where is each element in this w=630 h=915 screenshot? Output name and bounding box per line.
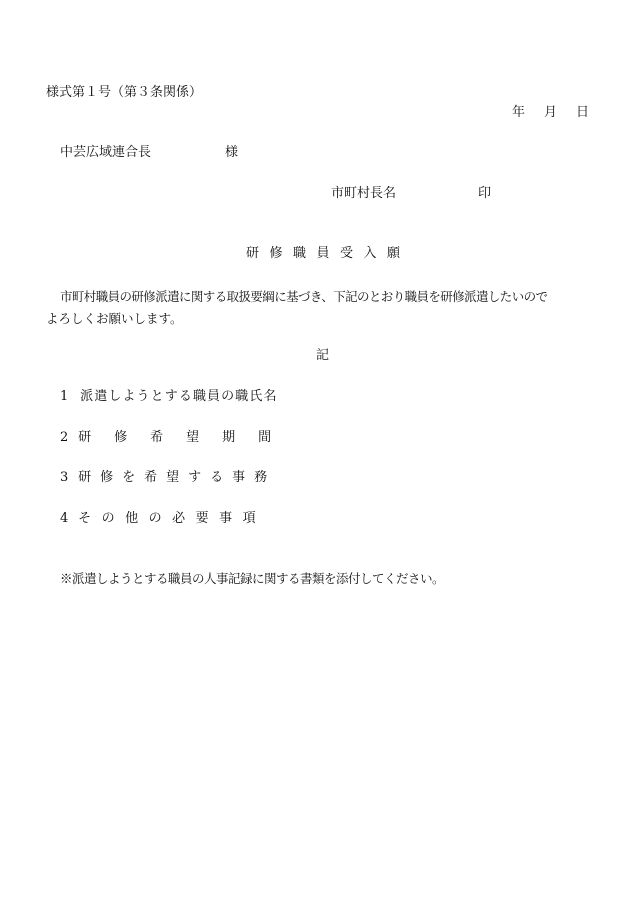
document-title: 研修職員受入願	[246, 246, 411, 261]
sender-seal: 印	[478, 186, 492, 201]
body-line-1: 市町村職員の研修派遣に関する取扱要綱に基づき、下記のとおり職員を研修派遣したいので	[60, 289, 548, 304]
list-item-label: その他の必要事項	[78, 511, 267, 526]
form-number: 様式第１号（第３条関係）	[46, 85, 203, 100]
date-year: 年	[512, 105, 526, 120]
date-month: 月	[544, 105, 558, 120]
list-item-3	[60, 470, 276, 486]
recipient-honorific: 様	[225, 145, 239, 160]
date-day: 日	[576, 105, 590, 120]
list-item-2	[60, 430, 294, 446]
list-item-number: 4	[60, 511, 69, 526]
list-item-1	[60, 389, 278, 405]
recipient-name: 中芸広域連合長	[60, 145, 152, 160]
sender-title: 市町村長名	[331, 186, 397, 201]
list-item-number: 2	[60, 430, 69, 445]
ki-label: 記	[316, 348, 330, 363]
list-item-label: 研修希望期間	[78, 430, 295, 445]
list-item-number: 3	[60, 470, 69, 485]
list-item-label: 研修を希望する事務	[78, 470, 277, 485]
list-item-number: 1	[60, 389, 69, 404]
body-line-2: よろしくお願いします。	[46, 311, 183, 326]
note: ※派遣しようとする職員の人事記録に関する書類を添付してください。	[60, 571, 445, 586]
list-item-4	[60, 511, 266, 527]
list-item-label: 派遣しようとする職員の職氏名	[80, 389, 278, 404]
